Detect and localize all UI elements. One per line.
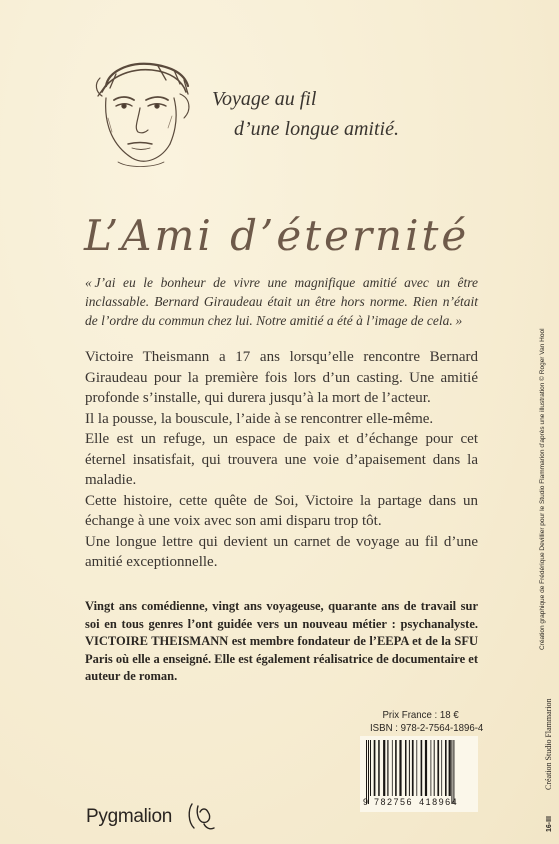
edition-code: 16-III (546, 816, 553, 832)
barcode-guard-bar (453, 740, 454, 804)
book-title-text: L’Ami d’éternité (84, 211, 470, 260)
barcode-guard-bar (366, 740, 367, 804)
barcode-digits (363, 797, 481, 807)
tagline-line-1: Voyage au fil (212, 88, 317, 110)
barcode-bar (405, 740, 407, 796)
barcode-bar (370, 740, 371, 796)
barcode-bar (409, 740, 410, 796)
barcode-bar (374, 740, 376, 796)
price-block (370, 709, 484, 735)
publisher-logo-mark (186, 800, 216, 832)
author-name: VICTOIRE THEISMANN (85, 634, 229, 648)
barcode-guard-bar (368, 740, 369, 804)
image-credits (538, 320, 552, 840)
barcode-bar (431, 740, 432, 796)
synopsis-paragraph: Victoire Theismann a 17 ans lorsqu’elle rencontre Bernard Giraudeau pour la première fois lors d’un casting. Une amitié profonde s’installe, qui durera jusqu’à la mort de l’acteur. (85, 349, 478, 406)
isbn-label: ISBN : 978-2-7564-1896-4 (370, 722, 484, 734)
synopsis-paragraph: Cette histoire, cette quête de Soi, Victoire la partage dans un échange à une voix avec son ami disparu trop tôt. (85, 492, 478, 529)
barcode-bar (445, 740, 447, 796)
barcode-guard-bar (451, 740, 452, 804)
price-label: Prix France : 18 € (382, 709, 459, 721)
synopsis-paragraph: Elle est un refuge, un espace de paix et d’échange pour cet éternel insatisfait, qui trouvera une voie d’apaisement dans la maladie. (85, 431, 478, 488)
barcode-bar (378, 740, 380, 796)
studio-credit: Création Studio Flammarion (544, 698, 553, 790)
barcode-bar (441, 740, 442, 796)
barcode-digit-group-right: 418964 (419, 797, 459, 807)
barcode-bar (416, 740, 417, 796)
barcode-bar (437, 740, 439, 796)
synopsis (85, 347, 478, 573)
barcode-bar (399, 740, 401, 796)
author-bio-rest: est membre fondateur de l’EEPA et de la SFU Paris où elle a enseigné. Elle est également réalisatrice de documentaire et auteur de roman. (85, 634, 479, 683)
tagline (212, 84, 399, 144)
barcode-bar (387, 740, 388, 796)
author-portrait-sketch (88, 58, 196, 170)
book-title (84, 198, 470, 268)
barcode-bar (434, 740, 435, 796)
epigraph-quote: « J’ai eu le bonheur de vivre une magnifique amitié avec un être inclassable. Bernard Giraudeau était un être hors norme. Rien n’était de l’ordre du commun chez lui. Notre amitié a été à l’image de cela. » (85, 275, 478, 328)
author-bio (85, 598, 478, 686)
barcode-bar (392, 740, 393, 796)
barcode-bar (412, 740, 414, 796)
author-bio-intro: Vingt ans comédienne, vingt ans voyageuse, quarante ans de travail sur soi en tous genres l’ont guidée vers un nouveau métier : psychanalyste. (85, 599, 478, 631)
synopsis-paragraph: Une longue lettre qui devient un carnet de voyage au fil d’une amitié exceptionnelle. (85, 533, 478, 570)
synopsis-paragraph: Il la pousse, la bouscule, l’aide à se rencontrer elle-même. (85, 410, 434, 427)
illustration-credit: Création graphique de Frédérique Devillier pour le Studio Flammarion d’après une illustration © Roger Van Hool (539, 328, 546, 650)
barcode-bar (425, 740, 427, 796)
barcode-bar (421, 740, 423, 796)
barcode-bar (383, 740, 385, 796)
barcode-bar (395, 740, 397, 796)
barcode-bar (449, 740, 451, 796)
publisher-logo: Pygmalion (86, 806, 173, 827)
tagline-line-2: d’une longue amitié. (234, 118, 399, 140)
barcode-digit-lead: 9 (363, 797, 369, 807)
barcode-digit-group-left: 782756 (374, 797, 414, 807)
